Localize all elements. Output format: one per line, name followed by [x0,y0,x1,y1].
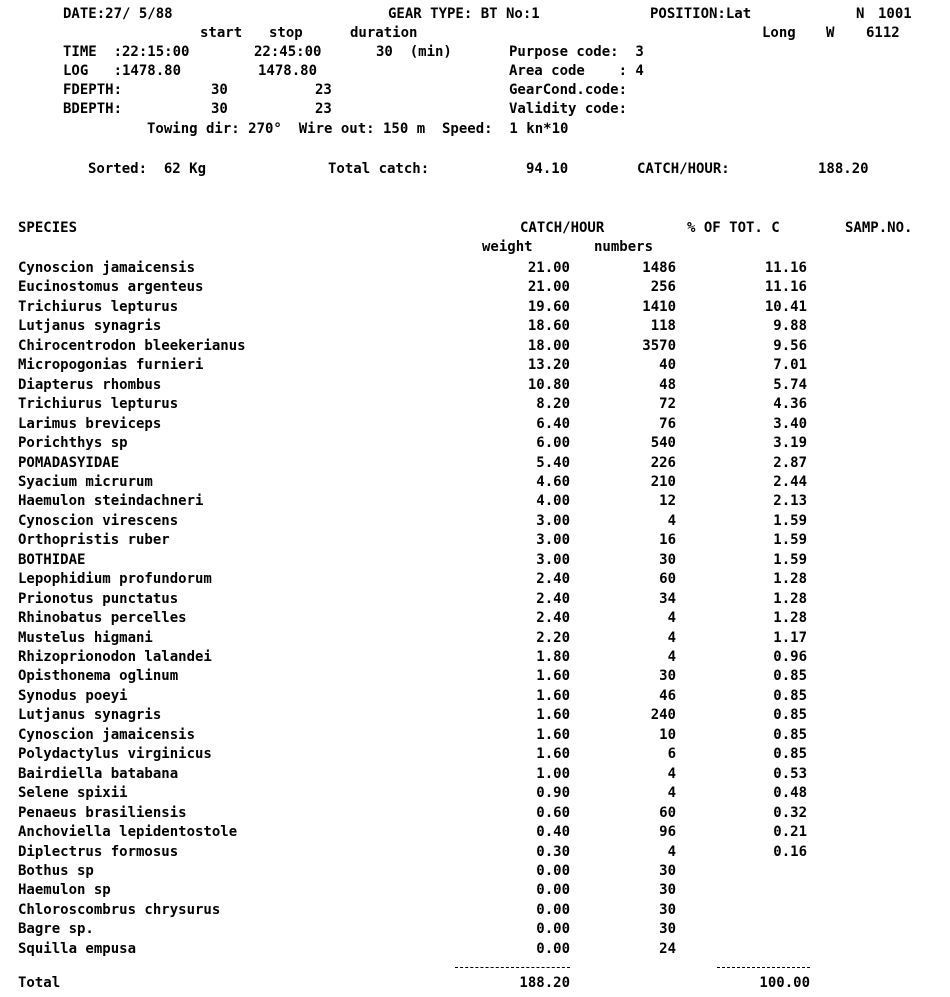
pct-value: 1.59 [773,513,807,529]
catch-hour-label: CATCH/HOUR: [637,161,730,177]
gearcond-code: GearCond.code: [509,82,628,98]
pct-value: 11.16 [764,279,807,295]
weight-value: 2.20 [536,630,570,646]
pct-value: 0.96 [773,649,807,665]
weight-value: 18.00 [527,338,570,354]
weight-value: 21.00 [527,279,570,295]
species-name: Rhinobatus percelles [18,610,187,626]
numbers-value: 24 [659,941,676,957]
samp-no-column-header: SAMP.NO. [845,220,913,236]
pct-value: 3.40 [773,416,807,432]
weight-subheader: weight [482,239,533,255]
weight-value: 13.20 [527,357,570,373]
weight-value: 21.00 [527,260,570,276]
species-name: Bairdiella batabana [18,766,179,782]
total-catch-value: 94.10 [526,161,569,177]
species-name: Chloroscombrus chrysurus [18,902,221,918]
pct-value: 5.74 [773,377,807,393]
weight-value: 1.60 [536,727,570,743]
weight-value: 1.60 [536,668,570,684]
weight-value: 1.80 [536,649,570,665]
bdepth-stop: 23 [315,101,332,117]
time-stop: 22:45:00 [254,44,322,60]
pct-value: 1.59 [773,532,807,548]
weight-value: 0.60 [536,805,570,821]
numbers-value: 30 [659,668,676,684]
numbers-value: 3570 [642,338,676,354]
numbers-value: 210 [650,474,676,490]
weight-value: 0.00 [536,921,570,937]
numbers-value: 48 [659,377,676,393]
time-duration: 30 (min) [376,44,452,60]
species-name: Haemulon steindachneri [18,493,204,509]
weight-value: 2.40 [536,610,570,626]
sorted-weight: Sorted: 62 Kg [88,161,207,177]
pct-value: 0.32 [773,805,807,821]
weight-value: 3.00 [536,513,570,529]
species-name: Lepophidium profundorum [18,571,212,587]
weight-value: 0.00 [536,863,570,879]
numbers-value: 30 [659,921,676,937]
numbers-value: 30 [659,882,676,898]
weight-value: 0.00 [536,882,570,898]
pct-value: 1.59 [773,552,807,568]
numbers-value: 540 [650,435,676,451]
pct-value: 9.88 [773,318,807,334]
weight-value: 2.40 [536,591,570,607]
weight-value: 3.00 [536,552,570,568]
pct-value: 3.19 [773,435,807,451]
weight-value: 4.60 [536,474,570,490]
pct-value: 0.85 [773,746,807,762]
pct-value: 2.13 [773,493,807,509]
numbers-value: 96 [659,824,676,840]
numbers-value: 40 [659,357,676,373]
pct-value: 0.85 [773,707,807,723]
numbers-value: 30 [659,552,676,568]
weight-value: 0.40 [536,824,570,840]
pct-value: 0.85 [773,668,807,684]
species-name: Diapterus rhombus [18,377,162,393]
weight-value: 6.40 [536,416,570,432]
pct-value: 2.44 [773,474,807,490]
weight-value: 10.80 [527,377,570,393]
long-label: Long [762,25,796,41]
log-row: LOG :1478.80 [63,63,182,79]
numbers-value: 16 [659,532,676,548]
species-name: Micropogonias furnieri [18,357,204,373]
weight-value: 0.00 [536,902,570,918]
species-name: BOTHIDAE [18,552,86,568]
pct-value: 0.48 [773,785,807,801]
pct-value: 0.21 [773,824,807,840]
pct-total-column-header: % OF TOT. C [687,220,780,236]
species-name: Trichiurus lepturus [18,396,179,412]
long-value: 6112 [866,25,900,41]
catch-hour-column-header: CATCH/HOUR [520,220,605,236]
fdepth-stop: 23 [315,82,332,98]
numbers-value: 6 [667,746,676,762]
towing-info: Towing dir: 270° Wire out: 150 m Speed: 1 kn*10 [147,121,569,137]
position-label: POSITION:Lat [650,6,752,22]
numbers-value: 4 [667,844,676,860]
weight-total-rule [455,967,570,968]
weight-value: 1.60 [536,746,570,762]
weight-value: 5.40 [536,455,570,471]
numbers-value: 226 [650,455,676,471]
numbers-value: 60 [659,805,676,821]
species-name: Cynoscion virescens [18,513,179,529]
numbers-value: 118 [650,318,676,334]
species-name: Larimus breviceps [18,416,162,432]
weight-value: 3.00 [536,532,570,548]
fdepth-start: 30 [211,82,228,98]
species-name: Anchoviella lepidentostole [18,824,238,840]
pct-value: 0.53 [773,766,807,782]
species-column-header: SPECIES [18,220,78,236]
species-name: Cynoscion jamaicensis [18,260,196,276]
species-name: Eucinostomus argenteus [18,279,204,295]
species-name: Syacium micrurum [18,474,153,490]
pct-value: 0.85 [773,688,807,704]
col-duration-label: duration [350,25,418,41]
lat-value: 1001 [878,6,912,22]
numbers-value: 240 [650,707,676,723]
species-name: Opisthonema oglinum [18,668,179,684]
col-start-label: start [200,25,243,41]
numbers-value: 12 [659,493,676,509]
weight-value: 0.00 [536,941,570,957]
pct-value: 0.16 [773,844,807,860]
species-name: Mustelus higmani [18,630,153,646]
species-name: Rhizoprionodon lalandei [18,649,212,665]
numbers-value: 4 [667,766,676,782]
weight-value: 2.40 [536,571,570,587]
long-direction: W [826,25,835,41]
numbers-value: 4 [667,785,676,801]
bdepth-start: 30 [211,101,228,117]
pct-value: 4.36 [773,396,807,412]
weight-value: 18.60 [527,318,570,334]
numbers-value: 10 [659,727,676,743]
numbers-subheader: numbers [594,239,654,255]
numbers-value: 4 [667,513,676,529]
species-name: Selene spixii [18,785,128,801]
species-name: Polydactylus virginicus [18,746,212,762]
numbers-value: 60 [659,571,676,587]
numbers-value: 46 [659,688,676,704]
species-name: Cynoscion jamaicensis [18,727,196,743]
numbers-value: 1486 [642,260,676,276]
bdepth-label: BDEPTH: [63,101,123,117]
date-label: DATE:27/ 5/88 [63,6,173,22]
species-name: Prionotus punctatus [18,591,179,607]
pct-value: 1.28 [773,571,807,587]
species-name: Penaeus brasiliensis [18,805,187,821]
lat-direction: N [856,6,865,22]
species-name: Orthopristis ruber [18,532,170,548]
col-stop-label: stop [269,25,303,41]
weight-value: 1.60 [536,688,570,704]
species-name: Squilla empusa [18,941,137,957]
numbers-value: 76 [659,416,676,432]
numbers-value: 30 [659,902,676,918]
weight-value: 1.00 [536,766,570,782]
species-name: Porichthys sp [18,435,128,451]
purpose-code: Purpose code: 3 [509,44,644,60]
pct-total-rule [717,967,810,968]
species-name: Bagre sp. [18,921,94,937]
species-name: Chirocentrodon bleekerianus [18,338,246,354]
total-row-label: Total [18,975,61,991]
fdepth-label: FDEPTH: [63,82,123,98]
total-weight: 188.20 [519,975,570,991]
pct-value: 1.17 [773,630,807,646]
total-catch-label: Total catch: [328,161,430,177]
weight-value: 6.00 [536,435,570,451]
pct-value: 1.28 [773,591,807,607]
validity-code: Validity code: [509,101,628,117]
total-pct: 100.00 [759,975,810,991]
area-code: Area code : 4 [509,63,644,79]
pct-value: 9.56 [773,338,807,354]
gear-type-label: GEAR TYPE: BT No:1 [388,6,540,22]
species-name: Haemulon sp [18,882,111,898]
species-name: Bothus sp [18,863,94,879]
weight-value: 8.20 [536,396,570,412]
time-row: TIME :22:15:00 [63,44,190,60]
numbers-value: 1410 [642,299,676,315]
species-name: Lutjanus synagris [18,707,162,723]
weight-value: 4.00 [536,493,570,509]
species-name: Lutjanus synagris [18,318,162,334]
weight-value: 0.90 [536,785,570,801]
log-stop: 1478.80 [258,63,318,79]
pct-value: 1.28 [773,610,807,626]
species-name: Diplectrus formosus [18,844,179,860]
pct-value: 0.85 [773,727,807,743]
pct-value: 11.16 [764,260,807,276]
weight-value: 0.30 [536,844,570,860]
species-name: Synodus poeyi [18,688,128,704]
numbers-value: 4 [667,610,676,626]
numbers-value: 4 [667,649,676,665]
numbers-value: 4 [667,630,676,646]
weight-value: 19.60 [527,299,570,315]
species-name: Trichiurus lepturus [18,299,179,315]
catch-hour-value: 188.20 [818,161,869,177]
pct-value: 10.41 [764,299,807,315]
pct-value: 7.01 [773,357,807,373]
numbers-value: 72 [659,396,676,412]
numbers-value: 30 [659,863,676,879]
numbers-value: 34 [659,591,676,607]
pct-value: 2.87 [773,455,807,471]
numbers-value: 256 [650,279,676,295]
species-name: POMADASYIDAE [18,455,120,471]
weight-value: 1.60 [536,707,570,723]
